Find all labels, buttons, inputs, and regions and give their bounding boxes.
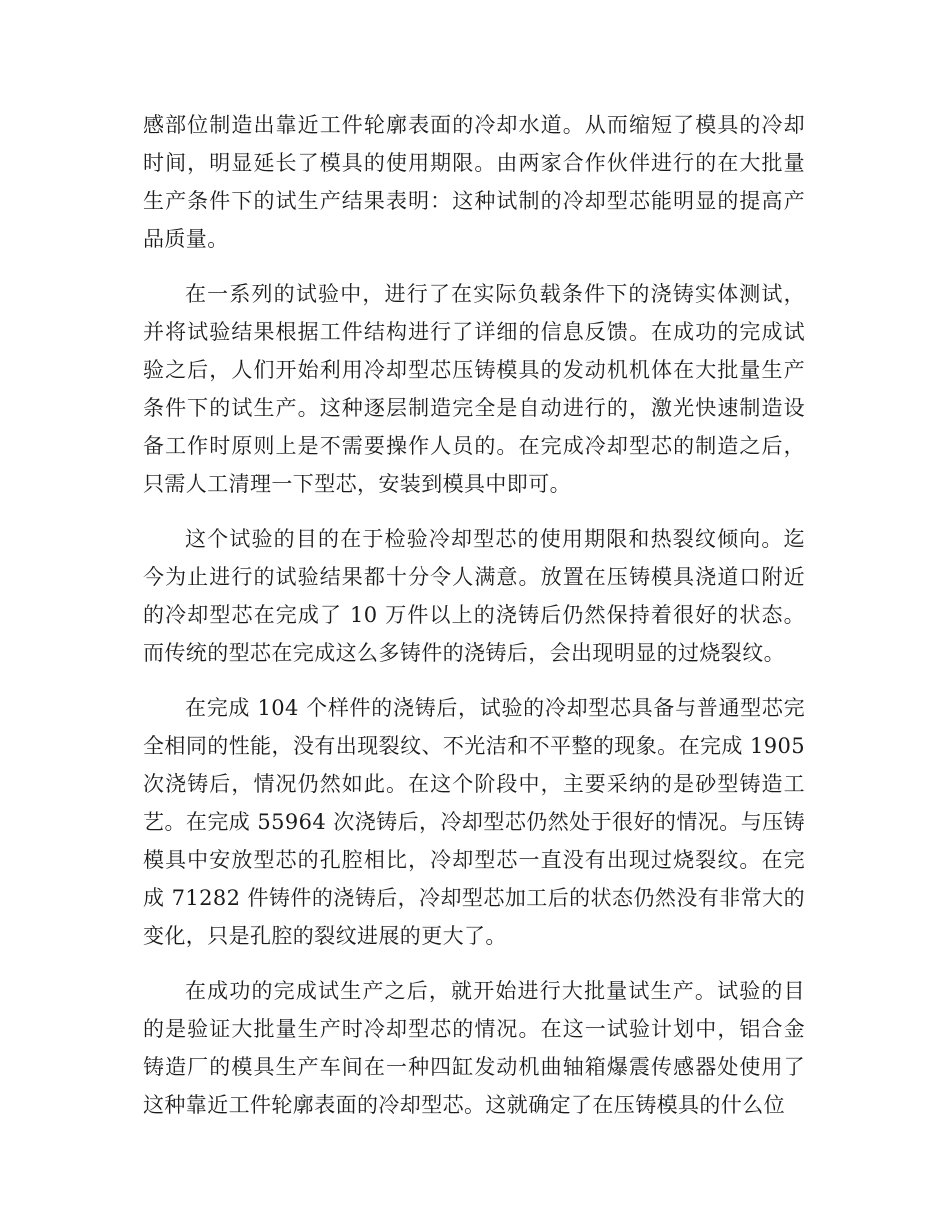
- paragraph-5: 在成功的完成试生产之后，就开始进行大批量试生产。试验的目的是验证大批量生产时冷却型芯的情况。在这一试验计划中，铝合金铸造厂的模具生产车间在一种四缸发动机曲轴箱爆震传感器处使用了这种靠近工件轮廓表面的冷却型芯。这就确定了在压铸模具的什么位: [143, 979, 805, 1117]
- paragraph-1: 感部位制造出靠近工件轮廓表面的冷却水道。从而缩短了模具的冷却时间，明显延长了模具的使用期限。由两家合作伙伴进行的在大批量生产条件下的试生产结果表明：这种试制的冷却型芯能明显的提高产品质量。: [143, 113, 805, 251]
- paragraph-4: 在完成 104 个样件的浇铸后，试验的冷却型芯具备与普通型芯完全相同的性能，没有出现裂纹、不光洁和不平整的现象。在完成 1905 次浇铸后，情况仍然如此。在这个阶段中，主要采纳的是砂型铸造工艺。在完成 55964 次浇铸后，冷却型芯仍然处于很好的情况。与压铸模具中安放型芯的孔腔相比，冷却型芯一直没有出现过烧裂纹。在完成 71282 件铸件的浇铸后，冷却型芯加工后的状态仍然没有非常大的变化，只是孔腔的裂纹进展的更大了。: [143, 696, 805, 948]
- paragraph-3: 这个试验的目的在于检验冷却型芯的使用期限和热裂纹倾向。迄今为止进行的试验结果都十分令人满意。放置在压铸模具浇道口附近的冷却型芯在完成了 10 万件以上的浇铸后仍然保持着很好的状态。而传统的型芯在完成这么多铸件的浇铸后，会出现明显的过烧裂纹。: [143, 527, 805, 665]
- paragraph-2: 在一系列的试验中，进行了在实际负载条件下的浇铸实体测试，并将试验结果根据工件结构进行了详细的信息反馈。在成功的完成试验之后，人们开始利用冷却型芯压铸模具的发动机机体在大批量生产条件下的试生产。这种逐层制造完全是自动进行的，激光快速制造设备工作时原则上是不需要操作人员的。在完成冷却型芯的制造之后，只需人工清理一下型芯，安装到模具中即可。: [143, 282, 805, 496]
- document-body: [143, 106, 805, 1141]
